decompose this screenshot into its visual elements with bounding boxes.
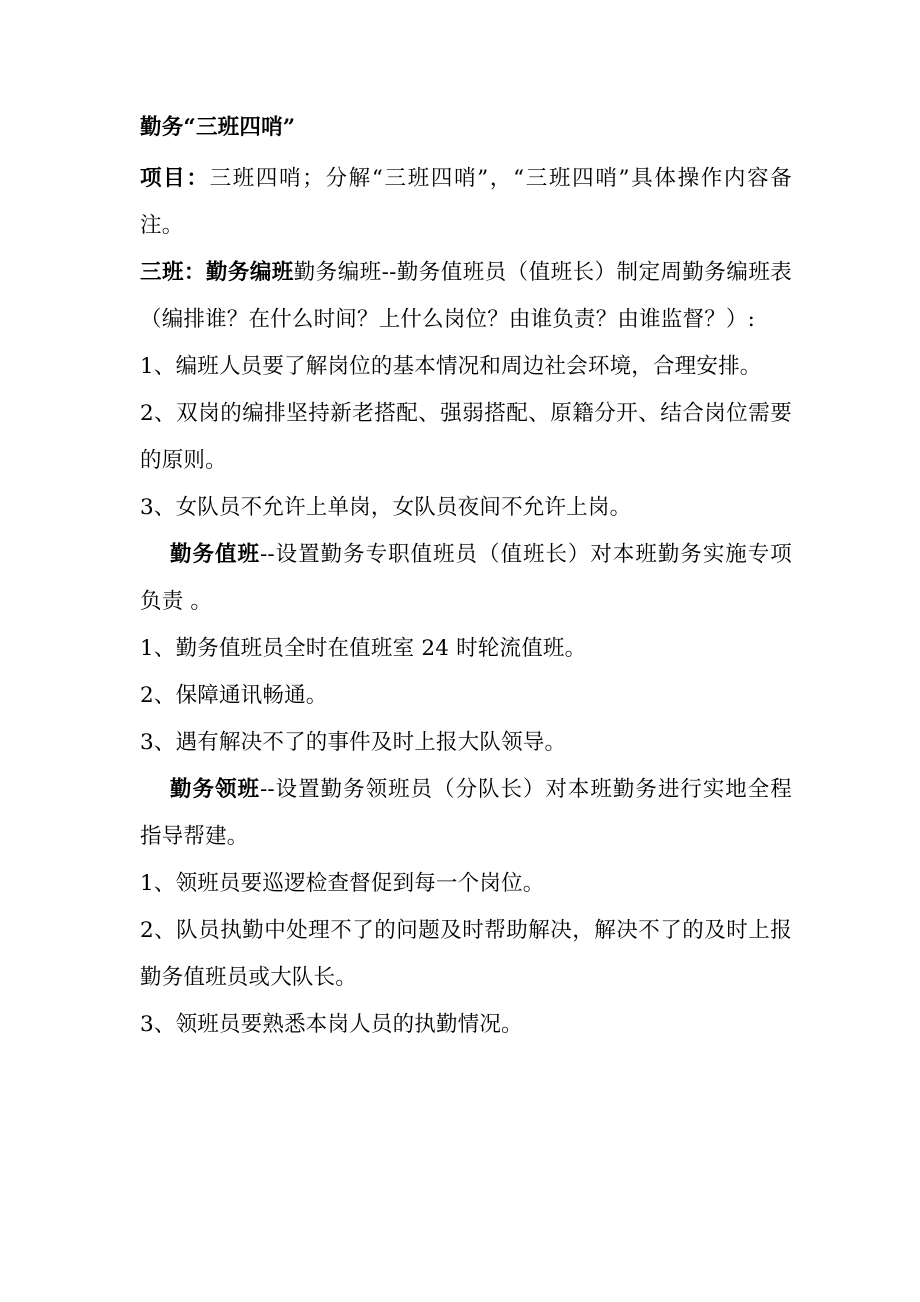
paragraph-duty-lead [140, 766, 792, 860]
list-item-3-1: 1、领班员要巡逻检查督促到每一个岗位。 [140, 871, 545, 896]
document-body [140, 104, 792, 1048]
paragraph-subhead-duty-watch: 勤务值班 [170, 542, 260, 567]
list-item-3-2: 2、队员执勤中处理不了的问题及时帮助解决，解决不了的及时上报勤务值班员或大队长。 [140, 918, 792, 990]
list-item-2-2: 2、保障通讯畅通。 [140, 683, 328, 708]
page-title: 勤务“三班四哨” [140, 115, 296, 140]
paragraph-text-project: 三班四哨；分解“三班四哨”，“三班四哨”具体操作内容备注。 [140, 166, 792, 238]
list-item-3-3: 3、领班员要熟悉本岗人员的执勤情况。 [140, 1012, 523, 1037]
paragraph-subhead-duty-lead: 勤务领班 [170, 777, 260, 802]
paragraph-three-shift [140, 249, 792, 343]
list-item-1-3: 3、女队员不允许上单岗，女队员夜间不允许上岗。 [140, 495, 632, 520]
paragraph-subhead-three-shift: 勤务编班 [205, 260, 294, 285]
list-item-2-3: 3、遇有解决不了的事件及时上报大队领导。 [140, 730, 567, 755]
paragraph-text-duty-watch: --设置勤务专职值班员（值班长）对本班勤务实施专项负责 。 [140, 542, 792, 614]
paragraph-label-three-shift: 三班： [140, 260, 206, 285]
list-item-1-2: 2、双岗的编排坚持新老搭配、强弱搭配、原籍分开、结合岗位需要的原则。 [140, 401, 792, 473]
paragraph-project [140, 155, 792, 249]
paragraph-text-duty-lead: --设置勤务领班员（分队长）对本班勤务进行实地全程指导帮建。 [140, 777, 792, 849]
paragraph-text-three-shift: 勤务编班--勤务值班员（值班长）制定周勤务编班表（编排谁？在什么时间？上什么岗位？由谁负责？由谁监督？）: [140, 260, 792, 332]
list-item-2-1: 1、勤务值班员全时在值班室 24 时轮流值班。 [140, 636, 587, 661]
paragraph-label-project: 项目： [140, 166, 210, 191]
paragraph-duty-watch [140, 531, 792, 625]
list-item-1-1: 1、编班人员要了解岗位的基本情况和周边社会环境，合理安排。 [140, 354, 762, 379]
